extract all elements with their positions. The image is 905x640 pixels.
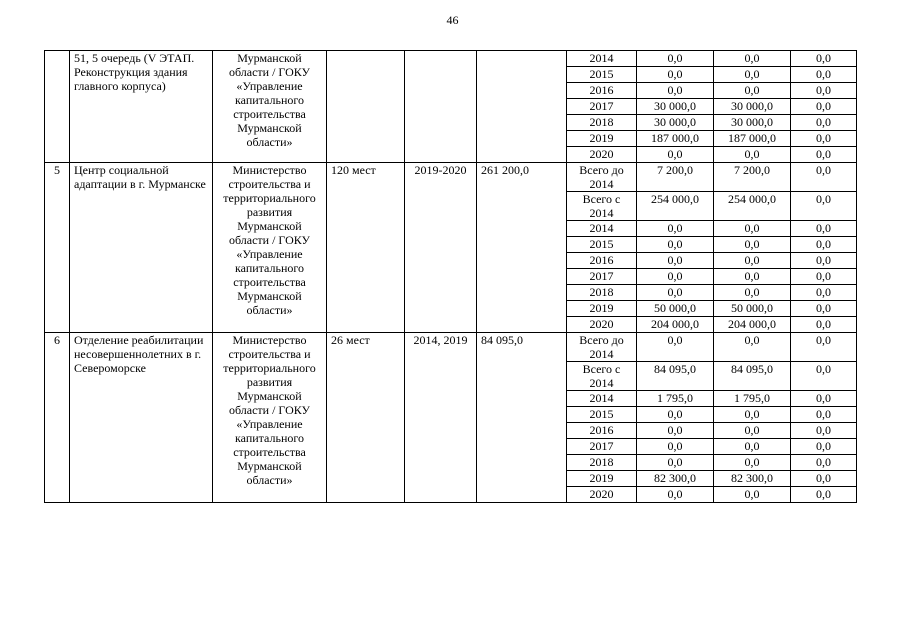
capacity-cell: [327, 51, 405, 163]
value-other-cell: 0,0: [791, 67, 857, 83]
year-cell: 2014: [567, 391, 637, 407]
value-total-cell: 30 000,0: [637, 99, 714, 115]
value-other-cell: 0,0: [791, 83, 857, 99]
cost-cell: [477, 51, 567, 163]
year-cell: 2019: [567, 471, 637, 487]
year-cell: 2014: [567, 51, 637, 67]
value-other-cell: 0,0: [791, 285, 857, 301]
cost-cell: 84 095,0: [477, 333, 567, 503]
year-cell: 2015: [567, 407, 637, 423]
value-other-cell: 0,0: [791, 163, 857, 192]
year-cell: Всего с 2014: [567, 362, 637, 391]
value-regional-cell: 204 000,0: [714, 317, 791, 333]
value-other-cell: 0,0: [791, 362, 857, 391]
year-cell: 2016: [567, 423, 637, 439]
value-total-cell: 0,0: [637, 147, 714, 163]
value-other-cell: 0,0: [791, 237, 857, 253]
value-other-cell: 0,0: [791, 455, 857, 471]
year-cell: 2017: [567, 99, 637, 115]
value-total-cell: 0,0: [637, 237, 714, 253]
year-cell: 2018: [567, 115, 637, 131]
year-cell: 2018: [567, 285, 637, 301]
value-total-cell: 0,0: [637, 487, 714, 503]
row-number-cell: 5: [45, 163, 70, 333]
value-regional-cell: 0,0: [714, 333, 791, 362]
year-cell: Всего с 2014: [567, 192, 637, 221]
value-total-cell: 50 000,0: [637, 301, 714, 317]
value-total-cell: 0,0: [637, 439, 714, 455]
row-number-cell: [45, 51, 70, 163]
row-number-cell: 6: [45, 333, 70, 503]
value-regional-cell: 254 000,0: [714, 192, 791, 221]
financing-table: [44, 50, 857, 503]
period-cell: [405, 51, 477, 163]
value-regional-cell: 0,0: [714, 237, 791, 253]
value-regional-cell: 84 095,0: [714, 362, 791, 391]
year-cell: Всего до 2014: [567, 163, 637, 192]
capacity-cell: 120 мест: [327, 163, 405, 333]
value-regional-cell: 0,0: [714, 147, 791, 163]
value-other-cell: 0,0: [791, 407, 857, 423]
year-cell: 2016: [567, 83, 637, 99]
value-total-cell: 0,0: [637, 67, 714, 83]
year-cell: 2019: [567, 301, 637, 317]
value-regional-cell: 0,0: [714, 269, 791, 285]
value-other-cell: 0,0: [791, 131, 857, 147]
object-name-cell: 51, 5 очередь (V ЭТАП. Реконструкция здания главного корпуса): [70, 51, 213, 163]
year-cell: 2016: [567, 253, 637, 269]
value-other-cell: 0,0: [791, 301, 857, 317]
value-regional-cell: 30 000,0: [714, 99, 791, 115]
value-other-cell: 0,0: [791, 51, 857, 67]
value-regional-cell: 0,0: [714, 253, 791, 269]
value-total-cell: 0,0: [637, 407, 714, 423]
period-cell: 2014, 2019: [405, 333, 477, 503]
value-total-cell: 0,0: [637, 83, 714, 99]
year-cell: 2014: [567, 221, 637, 237]
table-row: [45, 163, 857, 192]
object-name-cell: Центр социальной адаптации в г. Мурманске: [70, 163, 213, 333]
year-cell: 2019: [567, 131, 637, 147]
year-cell: 2015: [567, 237, 637, 253]
value-other-cell: 0,0: [791, 115, 857, 131]
value-regional-cell: 82 300,0: [714, 471, 791, 487]
value-regional-cell: 0,0: [714, 423, 791, 439]
value-total-cell: 0,0: [637, 269, 714, 285]
value-other-cell: 0,0: [791, 487, 857, 503]
year-cell: 2018: [567, 455, 637, 471]
cost-cell: 261 200,0: [477, 163, 567, 333]
value-regional-cell: 1 795,0: [714, 391, 791, 407]
value-regional-cell: 30 000,0: [714, 115, 791, 131]
value-regional-cell: 0,0: [714, 487, 791, 503]
year-cell: 2017: [567, 269, 637, 285]
table-body: [45, 51, 857, 503]
value-regional-cell: 0,0: [714, 407, 791, 423]
value-regional-cell: 0,0: [714, 455, 791, 471]
value-other-cell: 0,0: [791, 221, 857, 237]
value-total-cell: 0,0: [637, 455, 714, 471]
customer-name-cell: Министерство строительства и территориального развития Мурманской области / ГОКУ «Управление капитального строительства Мурманской области»: [213, 163, 327, 333]
capacity-cell: 26 мест: [327, 333, 405, 503]
value-total-cell: 204 000,0: [637, 317, 714, 333]
value-total-cell: 30 000,0: [637, 115, 714, 131]
value-other-cell: 0,0: [791, 269, 857, 285]
value-other-cell: 0,0: [791, 471, 857, 487]
value-total-cell: 82 300,0: [637, 471, 714, 487]
value-other-cell: 0,0: [791, 317, 857, 333]
value-other-cell: 0,0: [791, 439, 857, 455]
value-regional-cell: 0,0: [714, 67, 791, 83]
customer-name-cell: Мурманской области / ГОКУ «Управление капитального строительства Мурманской области»: [213, 51, 327, 163]
value-other-cell: 0,0: [791, 333, 857, 362]
value-regional-cell: 7 200,0: [714, 163, 791, 192]
value-total-cell: 0,0: [637, 333, 714, 362]
year-cell: 2020: [567, 317, 637, 333]
value-total-cell: 187 000,0: [637, 131, 714, 147]
table-row: [45, 51, 857, 67]
value-regional-cell: 0,0: [714, 221, 791, 237]
value-total-cell: 7 200,0: [637, 163, 714, 192]
value-regional-cell: 0,0: [714, 439, 791, 455]
value-total-cell: 84 095,0: [637, 362, 714, 391]
value-total-cell: 0,0: [637, 253, 714, 269]
year-cell: 2015: [567, 67, 637, 83]
year-cell: 2020: [567, 487, 637, 503]
value-total-cell: 254 000,0: [637, 192, 714, 221]
value-total-cell: 1 795,0: [637, 391, 714, 407]
value-total-cell: 0,0: [637, 221, 714, 237]
period-cell: 2019-2020: [405, 163, 477, 333]
value-regional-cell: 187 000,0: [714, 131, 791, 147]
value-regional-cell: 0,0: [714, 285, 791, 301]
value-regional-cell: 50 000,0: [714, 301, 791, 317]
value-total-cell: 0,0: [637, 285, 714, 301]
value-other-cell: 0,0: [791, 147, 857, 163]
year-cell: 2020: [567, 147, 637, 163]
table-row: [45, 333, 857, 362]
value-other-cell: 0,0: [791, 423, 857, 439]
customer-name-cell: Министерство строительства и территориального развития Мурманской области / ГОКУ «Управление капитального строительства Мурманской области»: [213, 333, 327, 503]
year-cell: 2017: [567, 439, 637, 455]
value-other-cell: 0,0: [791, 253, 857, 269]
value-total-cell: 0,0: [637, 51, 714, 67]
value-other-cell: 0,0: [791, 192, 857, 221]
value-regional-cell: 0,0: [714, 83, 791, 99]
year-cell: Всего до 2014: [567, 333, 637, 362]
object-name-cell: Отделение реабилитации несовершеннолетних в г. Североморске: [70, 333, 213, 503]
value-regional-cell: 0,0: [714, 51, 791, 67]
value-other-cell: 0,0: [791, 99, 857, 115]
value-other-cell: 0,0: [791, 391, 857, 407]
value-total-cell: 0,0: [637, 423, 714, 439]
page-number: 46: [446, 13, 459, 27]
